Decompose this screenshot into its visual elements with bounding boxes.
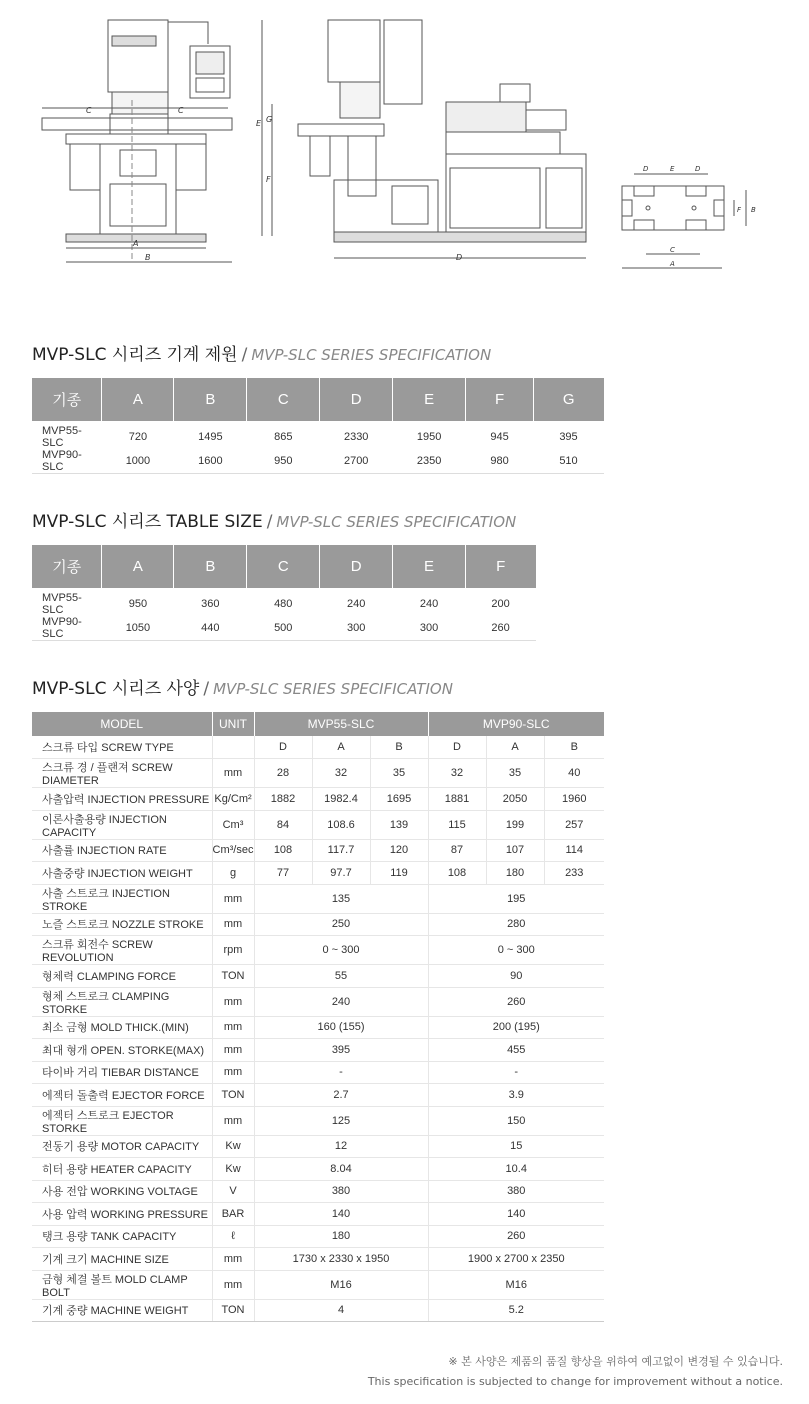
spec-row — [32, 1299, 604, 1322]
spec-unit: Kg/Cm² — [212, 788, 254, 811]
spec-unit: Kw — [212, 1135, 254, 1158]
spec-value-mvp55: 1695 — [370, 788, 428, 811]
header-dim-c: C — [247, 545, 320, 588]
spec-value-mvp90: 87 — [428, 839, 486, 862]
spec-unit: rpm — [212, 936, 254, 965]
spec-value-mvp90: 1960 — [544, 788, 604, 811]
spec-name: 사용 전압 WORKING VOLTAGE — [32, 1180, 212, 1203]
front-label-b: B — [145, 253, 151, 262]
spec-unit: TON — [212, 1299, 254, 1322]
spec-value-mvp55: 12 — [254, 1135, 428, 1158]
table-label-d1: D — [643, 165, 649, 173]
spec-value-mvp90: 3.9 — [428, 1084, 604, 1107]
spec-value-mvp90: 32 — [428, 759, 486, 788]
value-cell: 300 — [320, 616, 393, 641]
header-model: 기종 — [32, 545, 102, 588]
spec-row — [32, 1225, 604, 1248]
section3-title-main: MVP-SLC 시리즈 사양 — [32, 679, 200, 699]
table-label-e: E — [670, 165, 675, 173]
spec-value-mvp55: 1982.4 — [312, 788, 370, 811]
spec-unit: Kw — [212, 1158, 254, 1181]
spec-value-mvp55: 4 — [254, 1299, 428, 1322]
table-size-table — [32, 545, 536, 641]
spec-value-mvp90: 257 — [544, 810, 604, 839]
spec-name: 기계 크기 MACHINE SIZE — [32, 1248, 212, 1271]
value-cell: 200 — [466, 588, 536, 616]
spec-name: 히터 용량 HEATER CAPACITY — [32, 1158, 212, 1181]
spec-unit: V — [212, 1180, 254, 1203]
table-label-b: B — [751, 206, 756, 214]
value-cell: 440 — [174, 616, 247, 641]
spec-unit: ℓ — [212, 1225, 254, 1248]
side-label-d: D — [456, 253, 463, 262]
spec-value-mvp55: 77 — [254, 862, 312, 885]
spec-value-mvp55: 0 ~ 300 — [254, 936, 428, 965]
spec-value-mvp55: 395 — [254, 1039, 428, 1062]
spec-value-mvp55: 2.7 — [254, 1084, 428, 1107]
spec-unit: mm — [212, 987, 254, 1016]
spec-row — [32, 936, 604, 965]
spec-row — [32, 788, 604, 811]
spec-row — [32, 810, 604, 839]
machine-dimensions-table — [32, 378, 604, 474]
spec-row — [32, 1203, 604, 1226]
spec-value-mvp55: 35 — [370, 759, 428, 788]
value-cell: 865 — [247, 421, 320, 449]
spec-unit: mm — [212, 759, 254, 788]
spec-value-mvp90: 200 (195) — [428, 1016, 604, 1039]
spec-unit — [212, 736, 254, 759]
spec-name: 스크류 경 / 플랜져 SCREW DIAMETER — [32, 759, 212, 788]
header-dim-e: E — [393, 378, 466, 421]
spec-value-mvp90: 115 — [428, 810, 486, 839]
spec-value-mvp55: 135 — [254, 884, 428, 913]
spec-unit: mm — [212, 1016, 254, 1039]
spec-row — [32, 759, 604, 788]
spec-value-mvp90: 15 — [428, 1135, 604, 1158]
value-cell: 300 — [393, 616, 466, 641]
spec-name: 사출 스트로크 INJECTION STROKE — [32, 884, 212, 913]
spec-value-mvp90: 140 — [428, 1203, 604, 1226]
model-cell: MVP55-SLC — [32, 421, 102, 449]
spec-name: 탱크 용량 TANK CAPACITY — [32, 1225, 212, 1248]
spec-name: 기계 중량 MACHINE WEIGHT — [32, 1299, 212, 1322]
spec-name: 스크류 타입 SCREW TYPE — [32, 736, 212, 759]
section2-slash: / — [266, 512, 273, 532]
spec-unit: TON — [212, 1084, 254, 1107]
spec-value-mvp90: 35 — [486, 759, 544, 788]
spec-value-mvp55: 250 — [254, 913, 428, 936]
value-cell: 2700 — [320, 449, 393, 474]
spec-unit: mm — [212, 1106, 254, 1135]
spec-value-mvp55: 55 — [254, 965, 428, 988]
header-dim-f: F — [466, 378, 534, 421]
spec-unit: Cm³ — [212, 810, 254, 839]
value-cell: 510 — [534, 449, 604, 474]
spec-value-mvp90: 114 — [544, 839, 604, 862]
footer-note-en: This specification is subjected to change for improvement without a notice. — [367, 1375, 783, 1388]
side-label-f: F — [266, 175, 271, 184]
spec-value-mvp55: 119 — [370, 862, 428, 885]
spec-row — [32, 913, 604, 936]
footer-note-ko: ※ 본 사양은 제품의 품질 향상을 위하여 예고없이 변경될 수 있습니다. — [448, 1355, 783, 1368]
spec-value-mvp55: 32 — [312, 759, 370, 788]
model-cell: MVP55-SLC — [32, 588, 102, 616]
spec-unit: mm — [212, 913, 254, 936]
spec-unit: mm — [212, 1270, 254, 1299]
spec-name: 스크류 회전수 SCREW REVOLUTION — [32, 936, 212, 965]
header-dim-a: A — [102, 545, 174, 588]
spec-value-mvp90: 0 ~ 300 — [428, 936, 604, 965]
table-header-row — [32, 545, 536, 588]
spec-row — [32, 1248, 604, 1271]
spec-header-row — [32, 712, 604, 736]
header-dim-f: F — [466, 545, 536, 588]
spec-unit: mm — [212, 884, 254, 913]
spec-value-mvp55: 108 — [254, 839, 312, 862]
spec-value-mvp90: 1881 — [428, 788, 486, 811]
machine-drawings — [0, 0, 809, 290]
spec-name: 최소 금형 MOLD THICK.(MIN) — [32, 1016, 212, 1039]
spec-row — [32, 1084, 604, 1107]
spec-value-mvp90: 10.4 — [428, 1158, 604, 1181]
spec-name: 에젝터 돌출력 EJECTOR FORCE — [32, 1084, 212, 1107]
spec-name: 에젝터 스트로크 EJECTOR STORKE — [32, 1106, 212, 1135]
spec-value-mvp90: 5.2 — [428, 1299, 604, 1322]
value-cell: 1600 — [174, 449, 247, 474]
spec-unit: TON — [212, 965, 254, 988]
spec-name: 형체력 CLAMPING FORCE — [32, 965, 212, 988]
spec-value-mvp55: 120 — [370, 839, 428, 862]
value-cell: 980 — [466, 449, 534, 474]
spec-value-mvp90: 199 — [486, 810, 544, 839]
header-dim-d: D — [320, 378, 393, 421]
value-cell: 1950 — [393, 421, 466, 449]
spec-value-mvp90: 107 — [486, 839, 544, 862]
side-label-e: E — [256, 119, 262, 128]
spec-value-mvp90: 90 — [428, 965, 604, 988]
section1-title-main: MVP-SLC 시리즈 기계 제원 — [32, 345, 238, 365]
specification-table — [32, 712, 604, 1322]
spec-row — [32, 1061, 604, 1084]
table-row — [32, 421, 604, 449]
value-cell: 240 — [320, 588, 393, 616]
table-row — [32, 588, 536, 616]
spec-name: 형체 스트로크 CLAMPING STORKE — [32, 987, 212, 1016]
spec-value-mvp90: 195 — [428, 884, 604, 913]
value-cell: 720 — [102, 421, 174, 449]
table-row — [32, 449, 604, 474]
spec-row — [32, 1106, 604, 1135]
spec-value-mvp55: 139 — [370, 810, 428, 839]
section3-subtitle: MVP-SLC SERIES SPECIFICATION — [213, 680, 453, 698]
front-view-drawing — [42, 20, 232, 262]
spec-value-mvp90: B — [544, 736, 604, 759]
spec-name: 타이바 거리 TIEBAR DISTANCE — [32, 1061, 212, 1084]
spec-value-mvp90: 2050 — [486, 788, 544, 811]
spec-value-mvp55: 8.04 — [254, 1158, 428, 1181]
spec-value-mvp55: A — [312, 736, 370, 759]
spec-row — [32, 1039, 604, 1062]
model-cell: MVP90-SLC — [32, 616, 102, 641]
side-label-g: G — [266, 115, 273, 124]
spec-value-mvp90: M16 — [428, 1270, 604, 1299]
spec-name: 사용 압력 WORKING PRESSURE — [32, 1203, 212, 1226]
value-cell: 260 — [466, 616, 536, 641]
spec-unit: mm — [212, 1039, 254, 1062]
spec-name: 사출중량 INJECTION WEIGHT — [32, 862, 212, 885]
spec-value-mvp90: 455 — [428, 1039, 604, 1062]
value-cell: 1495 — [174, 421, 247, 449]
spec-value-mvp90: A — [486, 736, 544, 759]
section2-subtitle: MVP-SLC SERIES SPECIFICATION — [276, 513, 517, 531]
side-view-drawing — [262, 20, 586, 258]
spec-row — [32, 1135, 604, 1158]
spec-row — [32, 884, 604, 913]
header-dim-a: A — [102, 378, 174, 421]
spec-name: 사출압력 INJECTION PRESSURE — [32, 788, 212, 811]
spec-value-mvp55: 125 — [254, 1106, 428, 1135]
spec-value-mvp90: 260 — [428, 1225, 604, 1248]
table-label-a: A — [670, 260, 675, 268]
value-cell: 1000 — [102, 449, 174, 474]
spec-value-mvp55: 84 — [254, 810, 312, 839]
spec-value-mvp55: D — [254, 736, 312, 759]
spec-value-mvp55: M16 — [254, 1270, 428, 1299]
header-mvp55: MVP55-SLC — [254, 712, 428, 736]
spec-value-mvp55: 108.6 — [312, 810, 370, 839]
header-model: MODEL — [32, 712, 212, 736]
header-dim-d: D — [320, 545, 393, 588]
value-cell: 2350 — [393, 449, 466, 474]
spec-value-mvp55: B — [370, 736, 428, 759]
spec-value-mvp55: 97.7 — [312, 862, 370, 885]
spec-unit: mm — [212, 1061, 254, 1084]
table-header-row — [32, 378, 604, 421]
spec-value-mvp55: - — [254, 1061, 428, 1084]
spec-unit: Cm³/sec — [212, 839, 254, 862]
value-cell: 395 — [534, 421, 604, 449]
spec-value-mvp90: 233 — [544, 862, 604, 885]
section1-subtitle: MVP-SLC SERIES SPECIFICATION — [251, 346, 492, 364]
spec-unit: BAR — [212, 1203, 254, 1226]
model-cell: MVP90-SLC — [32, 449, 102, 474]
section3-title — [32, 674, 453, 699]
value-cell: 240 — [393, 588, 466, 616]
spec-unit: mm — [212, 1248, 254, 1271]
value-cell: 950 — [247, 449, 320, 474]
table-label-d2: D — [695, 165, 701, 173]
front-label-a: A — [133, 239, 139, 248]
spec-row — [32, 1180, 604, 1203]
spec-value-mvp90: 1900 x 2700 x 2350 — [428, 1248, 604, 1271]
section3-slash: / — [203, 679, 210, 699]
header-dim-g: G — [534, 378, 604, 421]
section1-slash: / — [241, 345, 248, 365]
spec-value-mvp55: 380 — [254, 1180, 428, 1203]
spec-row — [32, 965, 604, 988]
table-row — [32, 616, 536, 641]
header-dim-b: B — [174, 545, 247, 588]
spec-name: 전동기 용량 MOTOR CAPACITY — [32, 1135, 212, 1158]
header-dim-b: B — [174, 378, 247, 421]
spec-row — [32, 839, 604, 862]
spec-value-mvp55: 180 — [254, 1225, 428, 1248]
spec-value-mvp90: 150 — [428, 1106, 604, 1135]
spec-name: 최대 형개 OPEN. STORKE(MAX) — [32, 1039, 212, 1062]
front-label-c-right: C — [178, 106, 184, 115]
spec-unit: g — [212, 862, 254, 885]
section2-title — [32, 507, 516, 532]
section1-title — [32, 340, 491, 365]
spec-row — [32, 1016, 604, 1039]
header-dim-e: E — [393, 545, 466, 588]
spec-value-mvp90: 280 — [428, 913, 604, 936]
spec-value-mvp90: 40 — [544, 759, 604, 788]
value-cell: 950 — [102, 588, 174, 616]
spec-name: 사출률 INJECTION RATE — [32, 839, 212, 862]
section2-title-main: MVP-SLC 시리즈 TABLE SIZE — [32, 512, 263, 532]
spec-value-mvp55: 1882 — [254, 788, 312, 811]
spec-value-mvp55: 28 — [254, 759, 312, 788]
spec-value-mvp55: 117.7 — [312, 839, 370, 862]
spec-row — [32, 1158, 604, 1181]
spec-value-mvp90: 380 — [428, 1180, 604, 1203]
spec-row — [32, 862, 604, 885]
header-dim-c: C — [247, 378, 320, 421]
value-cell: 360 — [174, 588, 247, 616]
spec-value-mvp55: 160 (155) — [254, 1016, 428, 1039]
header-mvp90: MVP90-SLC — [428, 712, 604, 736]
spec-value-mvp90: 260 — [428, 987, 604, 1016]
value-cell: 500 — [247, 616, 320, 641]
spec-value-mvp90: 108 — [428, 862, 486, 885]
table-view-drawing — [622, 174, 746, 268]
header-unit: UNIT — [212, 712, 254, 736]
spec-value-mvp55: 140 — [254, 1203, 428, 1226]
spec-value-mvp55: 1730 x 2330 x 1950 — [254, 1248, 428, 1271]
table-label-f: F — [737, 206, 742, 214]
spec-value-mvp90: D — [428, 736, 486, 759]
spec-value-mvp90: - — [428, 1061, 604, 1084]
spec-name: 노즐 스트로크 NOZZLE STROKE — [32, 913, 212, 936]
spec-value-mvp90: 180 — [486, 862, 544, 885]
value-cell: 480 — [247, 588, 320, 616]
spec-name: 금형 체결 볼트 MOLD CLAMP BOLT — [32, 1270, 212, 1299]
header-model: 기종 — [32, 378, 102, 421]
spec-row — [32, 736, 604, 759]
front-label-c-left: C — [86, 106, 92, 115]
spec-row — [32, 987, 604, 1016]
value-cell: 945 — [466, 421, 534, 449]
spec-value-mvp55: 240 — [254, 987, 428, 1016]
table-label-c: C — [670, 246, 675, 254]
spec-name: 이론사출용량 INJECTION CAPACITY — [32, 810, 212, 839]
value-cell: 2330 — [320, 421, 393, 449]
spec-row — [32, 1270, 604, 1299]
value-cell: 1050 — [102, 616, 174, 641]
